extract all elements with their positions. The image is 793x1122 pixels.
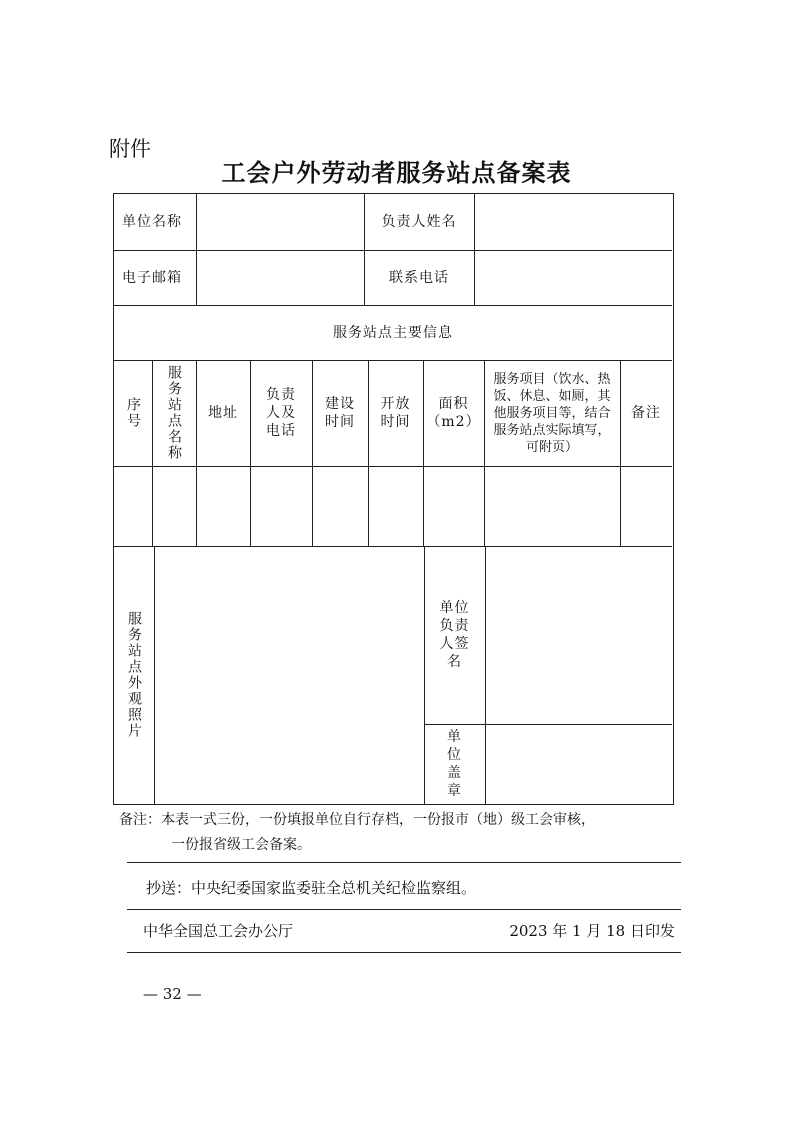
data-cell[interactable] — [484, 466, 620, 546]
data-cell[interactable] — [620, 466, 672, 546]
email-label: 电子邮箱 — [122, 269, 182, 286]
manager-name-label: 负责人姓名 — [381, 214, 457, 230]
signature-field[interactable] — [485, 546, 672, 724]
section-title: 服务站点主要信息 — [333, 324, 453, 341]
data-cell[interactable] — [114, 466, 152, 546]
form-note — [119, 808, 679, 858]
data-cell[interactable] — [152, 466, 196, 546]
unit-name-label: 单位名称 — [122, 214, 182, 230]
col-header-services: 服务项目（饮水、热饭、休息、如厕，其他服务项目等，结合服务站点实际填写，可附页） — [493, 371, 611, 455]
col-header-build-time: 建设时间 — [325, 396, 355, 430]
photo-area[interactable] — [154, 546, 424, 804]
cc-line: 抄送：中央纪委国家监委驻全总机关纪检监察组。 — [146, 879, 477, 897]
data-cell[interactable] — [196, 466, 250, 546]
col-header-manager-phone: 负责人及电话 — [266, 387, 296, 439]
col-header-address: 地址 — [208, 405, 238, 421]
col-header-open-time: 开放时间 — [380, 396, 411, 430]
issuer: 中华全国总工会办公厅 — [143, 922, 294, 940]
divider-rule — [127, 862, 681, 863]
seal-label: 单位盖章 — [447, 729, 462, 799]
phone-field[interactable] — [474, 250, 672, 305]
col-header-remarks: 备注 — [631, 405, 661, 421]
col-header-index: 序号 — [125, 397, 141, 429]
manager-name-field[interactable] — [474, 194, 672, 250]
data-cell[interactable] — [368, 466, 423, 546]
email-field[interactable] — [196, 250, 364, 305]
phone-label: 联系电话 — [389, 269, 449, 286]
page-number: — 32 — — [143, 985, 202, 1003]
form-title: 工会户外劳动者服务站点备案表 — [221, 159, 572, 187]
data-cell[interactable] — [312, 466, 368, 546]
col-header-station-name: 服务站点名称 — [166, 365, 182, 461]
divider-rule — [127, 909, 681, 910]
data-cell[interactable] — [250, 466, 312, 546]
attachment-label: 附件 — [109, 137, 151, 161]
note-line-1: 备注：本表一式三份，一份填报单位自行存档，一份报市（地）级工会审核， — [119, 812, 595, 828]
col-header-area: 面积（m2） — [426, 396, 481, 430]
data-cell[interactable] — [423, 466, 484, 546]
note-line-2: 一份报省级工会备案。 — [171, 837, 311, 853]
registration-form-table — [113, 193, 674, 805]
signature-label: 单位负责人签名 — [439, 600, 470, 670]
seal-field[interactable] — [485, 724, 672, 804]
issue-date: 2023 年 1 月 18 日印发 — [509, 922, 675, 940]
divider-rule — [127, 952, 681, 953]
photo-label: 服务站点外观照片 — [126, 611, 142, 739]
unit-name-field[interactable] — [196, 194, 364, 250]
